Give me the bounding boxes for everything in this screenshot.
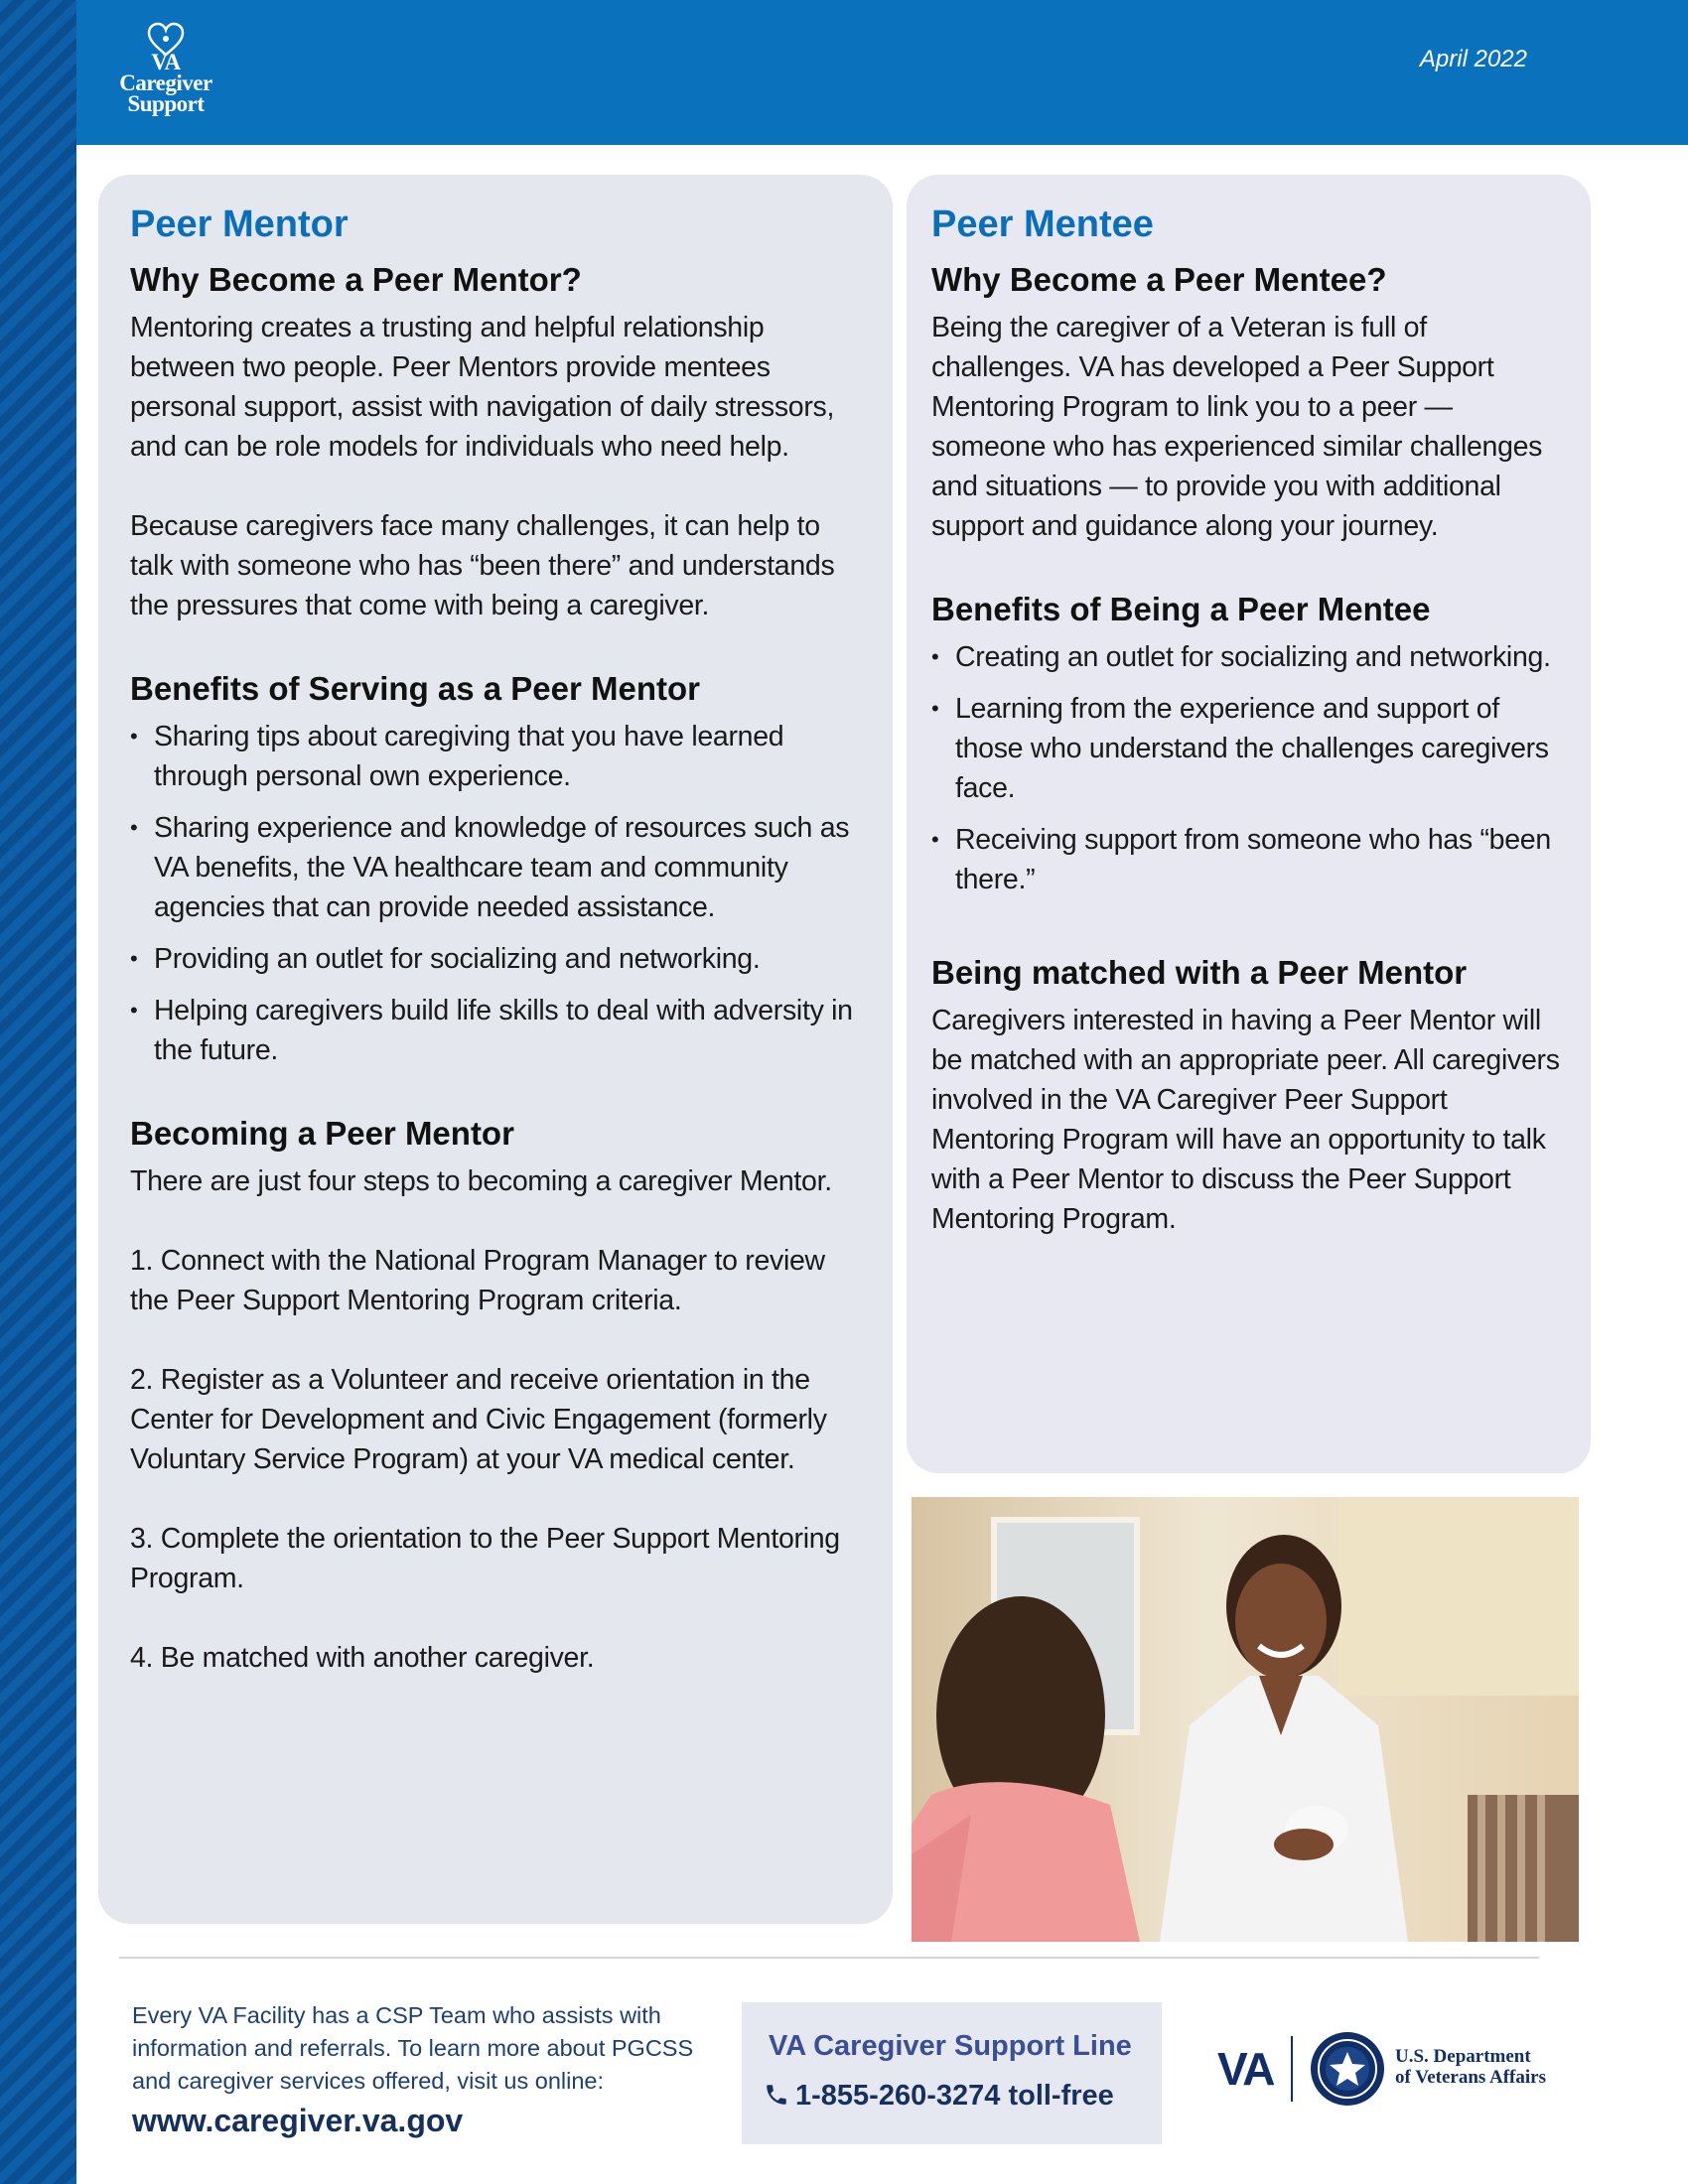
support-line-phone[interactable] [764, 2080, 1114, 2113]
caregiver-support-line-box [742, 2002, 1162, 2144]
mentor-step-3: 3. Complete the orientation to the Peer Support Mentoring Program. [130, 1523, 840, 1594]
peer-mentee-title: Peer Mentee [931, 204, 1154, 245]
footer-divider [119, 1957, 1539, 1959]
list-item: • Sharing experience and knowledge of resources such as VA benefits, the VA healthcare team and community agencies that can provide needed assistance. [130, 808, 865, 927]
caregiver-website-link[interactable]: www.caregiver.va.gov [132, 2103, 464, 2138]
va-department-name [1395, 2046, 1546, 2088]
mentor-why-paragraph-1: Mentoring creates a trusting and helpful relationship between two people. Peer Mentors provide mentees personal support, assist with navigation of daily stressors, and can be role models for individuals who need help. [130, 312, 835, 463]
mentor-why-paragraph-2: Because caregivers face many challenges, it can help to talk with someone who has “been there” and understands the pressures that come with being a caregiver. [130, 510, 835, 621]
peer-mentor-content [130, 199, 865, 1678]
mentee-benefits-heading: Benefits of Being a Peer Mentee [931, 591, 1431, 627]
mentor-step-4: 4. Be matched with another caregiver. [130, 1642, 595, 1674]
mentor-step-1: 1. Connect with the National Program Manager to review the Peer Support Mentoring Program criteria. [130, 1245, 825, 1316]
becoming-mentor-heading: Becoming a Peer Mentor [130, 1115, 514, 1152]
list-item: • Receiving support from someone who has “been there.” [931, 820, 1567, 899]
va-seal-icon [1309, 2030, 1386, 2108]
list-item: • Helping caregivers build life skills to deal with adversity in the future. [130, 991, 865, 1070]
becoming-mentor-intro: There are just four steps to becoming a caregiver Mentor. [130, 1165, 832, 1197]
va-caregiver-support-logo[interactable] [111, 22, 220, 121]
logo-line-va: VA [151, 50, 181, 74]
publication-date: April 2022 [1419, 46, 1527, 72]
va-logo-divider [1291, 2036, 1293, 2102]
being-matched-paragraph: Caregivers interested in having a Peer Mentor will be matched with an appropriate peer. All caregivers involved in the VA Caregiver Peer Support Mentoring Program will have an opportunity to talk with a Peer Mentor to discuss the Peer Support Mentoring Program. [931, 1005, 1560, 1235]
list-item: • Creating an outlet for socializing and networking. [931, 637, 1567, 677]
phone-icon [764, 2082, 789, 2108]
va-wordmark: VA [1217, 2043, 1274, 2095]
list-item: • Learning from the experience and support of those who understand the challenges caregivers face. [931, 689, 1567, 808]
mentee-benefits-list [931, 637, 1567, 899]
why-become-mentor-heading: Why Become a Peer Mentor? [130, 261, 582, 298]
mentee-why-paragraph: Being the caregiver of a Veteran is full of challenges. VA has developed a Peer Support Mentoring Program to link you to a peer — someone who has experienced similar challenges and situations — to provide you with additional support and guidance along your journey. [931, 312, 1543, 542]
list-item: • Sharing tips about caregiving that you have learned through personal own experience. [130, 717, 865, 796]
dept-line-2: of Veterans Affairs [1395, 2067, 1546, 2088]
being-matched-heading: Being matched with a Peer Mentor [931, 954, 1468, 991]
mentor-step-2: 2. Register as a Volunteer and receive orientation in the Center for Development and Civic Engagement (formerly Voluntary Service Program) at your VA medical center. [130, 1364, 827, 1475]
va-department-logo[interactable] [1217, 2026, 1555, 2116]
logo-wordmark [111, 52, 220, 114]
peer-mentor-title: Peer Mentor [130, 204, 349, 245]
peer-mentee-content [931, 199, 1567, 1239]
logo-line-support: Support [127, 91, 205, 116]
why-become-mentee-heading: Why Become a Peer Mentee? [931, 261, 1387, 298]
decorative-side-stripe [0, 0, 76, 2184]
mentor-benefits-heading: Benefits of Serving as a Peer Mentor [130, 670, 701, 707]
logo-line-caregiver: Caregiver [119, 70, 212, 95]
support-line-title: VA Caregiver Support Line [769, 2030, 1132, 2062]
footer-info-text: Every VA Facility has a CSP Team who assists with information and referrals. To learn more about PGCSS and caregiver services offered, visit us online: [132, 2002, 694, 2094]
caregivers-conversation-photo [912, 1497, 1579, 1942]
list-item: • Providing an outlet for socializing and networking. [130, 939, 865, 979]
support-phone-number: 1-855-260-3274 toll-free [795, 2080, 1114, 2112]
dept-line-1: U.S. Department [1395, 2046, 1531, 2067]
photo-illustration [912, 1497, 1579, 1942]
mentor-benefits-list [130, 717, 865, 1070]
